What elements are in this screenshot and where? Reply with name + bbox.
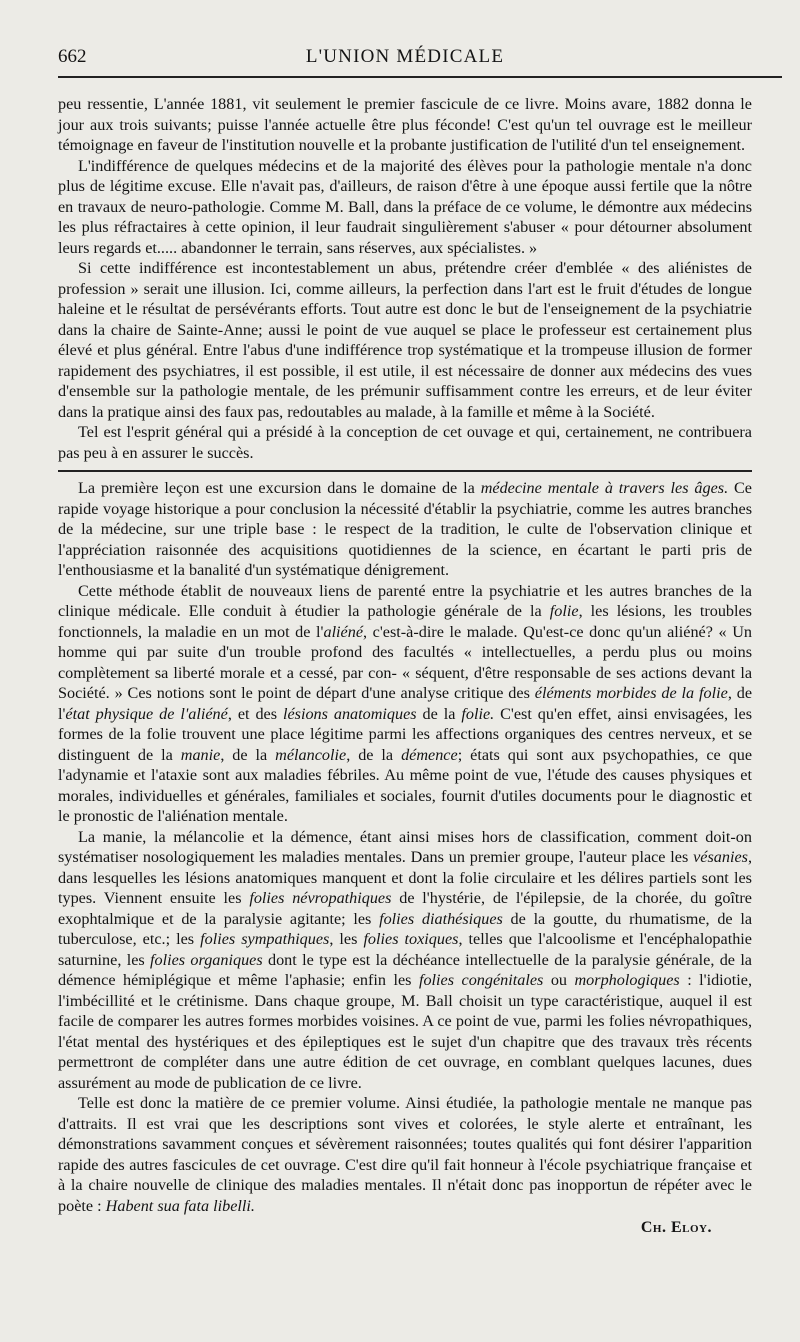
paragraph-4: Tel est l'esprit général qui a présidé à la conception de cet ouvage et qui, certainement, ne contribuera pas peu à en assurer le succès. [58,423,752,462]
paragraph-7: La manie, la mélancolie et la démence, étant ainsi mises hors de classification, comment doit-on systématiser nosologiquement les maladies mentales. Dans un premier groupe, l'auteur place les vésanies, dans lesquelles les lésions anatomiques manquent et dont la folie circulaire et les délires partiels sont les types. Viennent ensuite les folies névropathiques de l'hystérie, de l'épilepsie, de la chorée, du goître exophtalmique et de la paralysie agitante; les folies diathésiques de la goutte, du rhumatisme, de la tuberculose, etc.; les folies sympathiques, les folies toxiques, telles que l'alcoolisme et l'encéphalopathie saturnine, les folies organiques dont le type est la déchéance intellectuelle de la paralysie générale, de la démence hémiplégique et même l'aphasie; enfin les folies congénitales ou morphologiques : l'idiotie, l'imbécillité et le crétinisme. Dans chaque groupe, M. Ball choisit un type caractéristique, auquel il est facile de comparer les autres formes morbides voisines. A ce point de vue, parmi les folies névropathiques, l'état mental des hystériques et des épileptiques est le sujet d'un chapitre que des travaux très récents permettront de compléter dans une autre édition de cet ouvrage, en comblant quelques lacunes, dues assurément au mode de publication de ce livre. [58,827,753,1092]
paragraph-3: Si cette indifférence est incontestablement un abus, prétendre créer d'emblée « des aliénistes de profession » serait une illusion. Ici, comme ailleurs, la perfection dans l'art est le fruit d'études de longue haleine et le résultat de persévérants efforts. Tout autre est donc le but de l'enseignement de la psychiatrie dans la chaire de Sainte-Anne; aussi le point de vue auquel se place le professeur est certainement plus élevé et plus général. Entre l'abus d'une indifférence trop systématique et la trompeuse illusion de former rapidement des psychiatres, il est possible, il est utile, il est nécessaire de donner aux médecins des vues d'ensemble sur la pathologie mentale, de les prémunir suffisamment contre les erreurs, et de leur éviter dans la pratique ainsi des faux pas, redoutables au malade, à la famille et même à la Société. [58,259,752,421]
paragraph-2: L'indifférence de quelques médecins et de la majorité des élèves pour la pathologie mentale n'a donc plus de légitime excuse. Elle n'avait pas, d'ailleurs, de raison d'être à une époque aussi fertile que la nôtre en travaux de neuro-pathologie. Comme M. Ball, dans la préface de ce volume, le démontre aux médecins les plus réfractaires à cette opinion, il leur faudrait singulièrement s'abuser « pour détourner absolument leurs regards et..... abandonner le terrain, sans réserves, aux spécialistes. » [58,156,752,257]
paragraph-6: Cette méthode établit de nouveaux liens de parenté entre la psychiatrie et les autres branches de la clinique médicale. Elle conduit à étudier la pathologie générale de la folie, les lésions, les troubles fonctionnels, la maladie en un mot de l'aliéné, c'est-à-dire le malade. Qu'est-ce donc qu'un aliéné? « Un homme qui par suite d'un trouble profond des facultés « intellectuelles, a perdu plus ou moins complètement sa liberté morale et a cessé, par con- « séquent, d'être responsable de ses actions devant la Société. » Ces notions sont le point de départ d'une analyse critique des éléments morbides de la folie, de l'état physique de l'aliéné, et des lésions anatomiques de la folie. C'est qu'en effet, ainsi envisagées, les formes de la folie trouvent une place légitime parmi les affections organiques des centres nerveux, et se distinguent de la manie, de la mélancolie, de la démence; états qui sont aux psychopathies, ce que l'adynamie et l'ataxie sont aux maladies fébriles. Au même point de vue, l'étude des causes physiques et morales, individuelles et générales, familiales et sociales, fournit d'utiles documents pour le diagnostic et le pronostic de l'aliénation mentale. [58,581,753,825]
section-rule [58,470,752,472]
paragraph-5: La première leçon est une excursion dans le domaine de la médecine mentale à travers les âges. Ce rapide voyage historique a pour conclusion la nécessité d'établir la psychiatrie, comme les autres branches de la médecine, sur une triple base : le respect de la tradition, le culte de l'observation clinique et l'appréciation raisonnée des acquisitions quotidiennes de la science, en écartant le parti pris de l'enthousiasme et la banalité d'un systématique dénigrement. [58,479,752,579]
page-number: 662 [58,46,87,67]
header-rule [58,76,782,78]
article-body [58,74,752,1239]
paragraph-1: peu ressentie, L'année 1881, vit seulement le premier fascicule de ce livre. Moins avare, 1882 donna le jour aux trois suivants; puisse l'année actuelle être plus féconde! C'est qu'un tel ouvrage est le meilleur témoignage en faveur de l'institution nouvelle et la probante justification de l'utilité d'un tel enseignement. [58,95,752,154]
author-signature: Ch. Eloy. [640,1219,712,1236]
paragraph-8: Telle est donc la matière de ce premier volume. Ainsi étudiée, la pathologie mentale ne manque pas d'attraits. Il est vrai que les descriptions sont vives et colorées, le style alerte et entraînant, les démonstrations savamment conçues et sévèrement raisonnées; toutes qualités qui font désirer l'apparition rapide des autres fascicules de cet ouvrage. C'est dire qu'il fait honneur à l'école psychiatrique française et à la chaire nouvelle de clinique des maladies mentales. Il n'était donc pas inopportun de répéter avec le poète : Habent sua fata libelli. [58,1094,752,1215]
page-header [58,0,752,74]
running-title: L'UNION MÉDICALE [305,46,505,67]
